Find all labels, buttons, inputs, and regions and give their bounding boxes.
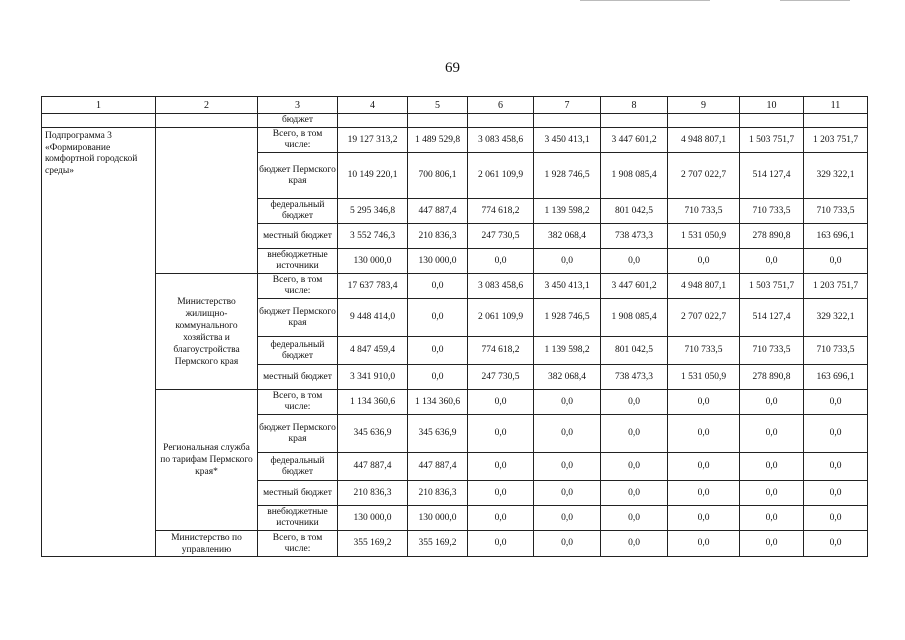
amount-cell: 10 149 220,1 — [338, 153, 408, 199]
table-row — [42, 390, 868, 415]
amount-cell: 710 733,5 — [668, 199, 740, 224]
amount-cell: 0,0 — [668, 531, 740, 557]
amount-cell: 0,0 — [534, 531, 601, 557]
column-header: 6 — [468, 97, 534, 114]
amount-cell: 0,0 — [668, 453, 740, 481]
funding-source-cell: федеральный бюджет — [258, 337, 338, 365]
amount-cell: 1 139 598,2 — [534, 199, 601, 224]
amount-cell: 1 489 529,8 — [408, 128, 468, 153]
amount-cell: 710 733,5 — [804, 199, 868, 224]
amount-cell: 0,0 — [740, 453, 804, 481]
table-cell — [42, 114, 156, 128]
amount-cell: 1 203 751,7 — [804, 274, 868, 299]
amount-cell: 345 636,9 — [338, 415, 408, 453]
amount-cell: 0,0 — [408, 337, 468, 365]
amount-cell: 0,0 — [804, 390, 868, 415]
amount-cell: 1 531 050,9 — [668, 365, 740, 390]
amount-cell: 710 733,5 — [804, 337, 868, 365]
amount-cell: 278 890,8 — [740, 365, 804, 390]
table-cell — [408, 114, 468, 128]
amount-cell: 0,0 — [668, 506, 740, 531]
funding-source-cell: местный бюджет — [258, 481, 338, 506]
funding-source-cell: федеральный бюджет — [258, 453, 338, 481]
amount-cell: 382 068,4 — [534, 224, 601, 249]
amount-cell: 0,0 — [534, 453, 601, 481]
amount-cell: 514 127,4 — [740, 299, 804, 337]
amount-cell: 0,0 — [601, 481, 668, 506]
amount-cell: 1 531 050,9 — [668, 224, 740, 249]
amount-cell: 278 890,8 — [740, 224, 804, 249]
amount-cell: 0,0 — [804, 481, 868, 506]
responsible-executor-cell: Региональная служба по тарифам Пермского края* — [156, 390, 258, 531]
amount-cell: 3 083 458,6 — [468, 128, 534, 153]
amount-cell: 1 139 598,2 — [534, 337, 601, 365]
amount-cell: 0,0 — [601, 415, 668, 453]
amount-cell: 130 000,0 — [338, 506, 408, 531]
header-row — [42, 97, 868, 114]
amount-cell: 2 061 109,9 — [468, 299, 534, 337]
amount-cell: 0,0 — [740, 481, 804, 506]
amount-cell: 3 450 413,1 — [534, 274, 601, 299]
amount-cell: 17 637 783,4 — [338, 274, 408, 299]
amount-cell: 710 733,5 — [668, 337, 740, 365]
amount-cell: 0,0 — [534, 249, 601, 274]
column-header: 4 — [338, 97, 408, 114]
table-cell — [601, 114, 668, 128]
amount-cell: 0,0 — [601, 453, 668, 481]
table-cell — [668, 114, 740, 128]
program-name-cell: Подпрограмма 3 «Формирование комфортной городской среды» — [42, 128, 156, 557]
column-header: 3 — [258, 97, 338, 114]
amount-cell: 1 928 746,5 — [534, 299, 601, 337]
amount-cell: 774 618,2 — [468, 199, 534, 224]
amount-cell: 19 127 313,2 — [338, 128, 408, 153]
amount-cell: 247 730,5 — [468, 365, 534, 390]
column-header: 1 — [42, 97, 156, 114]
amount-cell: 0,0 — [740, 506, 804, 531]
column-header: 8 — [601, 97, 668, 114]
funding-source-cell: внебюджетные источники — [258, 249, 338, 274]
amount-cell: 447 887,4 — [408, 199, 468, 224]
amount-cell: 355 169,2 — [338, 531, 408, 557]
amount-cell: 0,0 — [601, 531, 668, 557]
amount-cell: 1 134 360,6 — [408, 390, 468, 415]
amount-cell: 1 908 085,4 — [601, 299, 668, 337]
amount-cell: 345 636,9 — [408, 415, 468, 453]
amount-cell: 1 908 085,4 — [601, 153, 668, 199]
amount-cell: 0,0 — [408, 274, 468, 299]
amount-cell: 0,0 — [601, 249, 668, 274]
responsible-executor-cell — [156, 128, 258, 274]
amount-cell: 4 948 807,1 — [668, 128, 740, 153]
amount-cell: 0,0 — [668, 415, 740, 453]
amount-cell: 3 450 413,1 — [534, 128, 601, 153]
amount-cell: 2 061 109,9 — [468, 153, 534, 199]
amount-cell: 0,0 — [668, 481, 740, 506]
amount-cell: 4 847 459,4 — [338, 337, 408, 365]
amount-cell: 0,0 — [668, 249, 740, 274]
table-row — [42, 128, 868, 153]
scan-artifact-line — [780, 0, 850, 1]
amount-cell: 210 836,3 — [408, 481, 468, 506]
funding-source-cell: Всего, в том числе: — [258, 128, 338, 153]
amount-cell: 0,0 — [534, 481, 601, 506]
amount-cell: 710 733,5 — [740, 337, 804, 365]
amount-cell: 447 887,4 — [408, 453, 468, 481]
amount-cell: 0,0 — [408, 365, 468, 390]
scan-artifact-line — [580, 0, 710, 1]
amount-cell: 2 707 022,7 — [668, 153, 740, 199]
amount-cell: 0,0 — [668, 390, 740, 415]
table-body — [42, 97, 868, 557]
responsible-executor-cell: Министерство по управлению — [156, 531, 258, 557]
responsible-executor-cell: Министерство жилищно-коммунального хозяйства и благоустройства Пермского края — [156, 274, 258, 390]
table-row — [42, 274, 868, 299]
amount-cell: 0,0 — [601, 506, 668, 531]
amount-cell: 0,0 — [740, 390, 804, 415]
funding-source-cell: бюджет Пермского края — [258, 415, 338, 453]
amount-cell: 1 503 751,7 — [740, 274, 804, 299]
table-row — [42, 531, 868, 557]
amount-cell: 355 169,2 — [408, 531, 468, 557]
funding-source-cell: бюджет Пермского края — [258, 153, 338, 199]
funding-source-cell: Всего, в том числе: — [258, 390, 338, 415]
amount-cell: 0,0 — [740, 415, 804, 453]
amount-cell: 210 836,3 — [408, 224, 468, 249]
amount-cell: 0,0 — [601, 390, 668, 415]
amount-cell: 0,0 — [408, 299, 468, 337]
amount-cell: 774 618,2 — [468, 337, 534, 365]
amount-cell: 801 042,5 — [601, 337, 668, 365]
funding-source-cell: местный бюджет — [258, 365, 338, 390]
column-header: 11 — [804, 97, 868, 114]
table-cell — [534, 114, 601, 128]
amount-cell: 1 503 751,7 — [740, 128, 804, 153]
column-header: 7 — [534, 97, 601, 114]
funding-source-cell: федеральный бюджет — [258, 199, 338, 224]
amount-cell: 163 696,1 — [804, 224, 868, 249]
amount-cell: 0,0 — [468, 453, 534, 481]
table-cell — [338, 114, 408, 128]
table-cell — [468, 114, 534, 128]
amount-cell: 0,0 — [534, 415, 601, 453]
amount-cell: 0,0 — [468, 249, 534, 274]
amount-cell: 0,0 — [468, 390, 534, 415]
amount-cell: 1 134 360,6 — [338, 390, 408, 415]
amount-cell: 5 295 346,8 — [338, 199, 408, 224]
amount-cell: 130 000,0 — [338, 249, 408, 274]
funding-source-cell: внебюджетные источники — [258, 506, 338, 531]
amount-cell: 514 127,4 — [740, 153, 804, 199]
amount-cell: 4 948 807,1 — [668, 274, 740, 299]
amount-cell: 3 552 746,3 — [338, 224, 408, 249]
amount-cell: 0,0 — [468, 531, 534, 557]
amount-cell: 0,0 — [534, 506, 601, 531]
funding-source-cell: Всего, в том числе: — [258, 274, 338, 299]
amount-cell: 130 000,0 — [408, 249, 468, 274]
funding-source-cell: местный бюджет — [258, 224, 338, 249]
amount-cell: 700 806,1 — [408, 153, 468, 199]
amount-cell: 1 203 751,7 — [804, 128, 868, 153]
amount-cell: 130 000,0 — [408, 506, 468, 531]
amount-cell: 0,0 — [534, 390, 601, 415]
funding-source-cell: бюджет — [258, 114, 338, 128]
amount-cell: 738 473,3 — [601, 365, 668, 390]
page-number: 69 — [445, 60, 460, 76]
amount-cell: 0,0 — [804, 453, 868, 481]
amount-cell: 0,0 — [804, 415, 868, 453]
amount-cell: 3 083 458,6 — [468, 274, 534, 299]
column-header: 5 — [408, 97, 468, 114]
amount-cell: 801 042,5 — [601, 199, 668, 224]
amount-cell: 382 068,4 — [534, 365, 601, 390]
amount-cell: 738 473,3 — [601, 224, 668, 249]
amount-cell: 3 341 910,0 — [338, 365, 408, 390]
amount-cell: 3 447 601,2 — [601, 274, 668, 299]
amount-cell: 0,0 — [468, 506, 534, 531]
table-cell — [740, 114, 804, 128]
column-header: 9 — [668, 97, 740, 114]
amount-cell: 0,0 — [804, 531, 868, 557]
amount-cell: 0,0 — [740, 531, 804, 557]
amount-cell: 0,0 — [468, 415, 534, 453]
amount-cell: 0,0 — [804, 249, 868, 274]
table-cell — [156, 114, 258, 128]
amount-cell: 9 448 414,0 — [338, 299, 408, 337]
table-cell — [804, 114, 868, 128]
amount-cell: 163 696,1 — [804, 365, 868, 390]
amount-cell: 1 928 746,5 — [534, 153, 601, 199]
amount-cell: 329 322,1 — [804, 153, 868, 199]
amount-cell: 329 322,1 — [804, 299, 868, 337]
column-header: 2 — [156, 97, 258, 114]
funding-source-cell: бюджет Пермского края — [258, 299, 338, 337]
budget-table — [41, 96, 868, 557]
amount-cell: 210 836,3 — [338, 481, 408, 506]
amount-cell: 0,0 — [740, 249, 804, 274]
amount-cell: 710 733,5 — [740, 199, 804, 224]
funding-source-cell: Всего, в том числе: — [258, 531, 338, 557]
amount-cell: 2 707 022,7 — [668, 299, 740, 337]
amount-cell: 0,0 — [468, 481, 534, 506]
table-row — [42, 114, 868, 128]
amount-cell: 0,0 — [804, 506, 868, 531]
amount-cell: 247 730,5 — [468, 224, 534, 249]
column-header: 10 — [740, 97, 804, 114]
amount-cell: 3 447 601,2 — [601, 128, 668, 153]
amount-cell: 447 887,4 — [338, 453, 408, 481]
